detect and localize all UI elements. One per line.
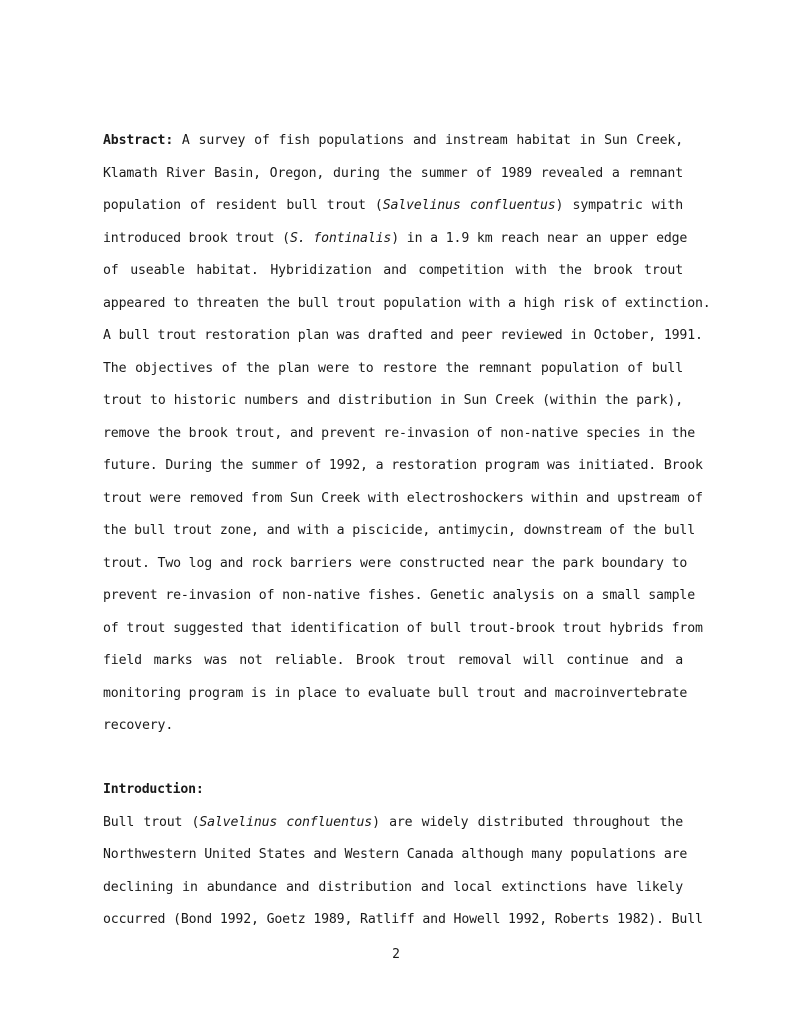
abstract-line-9: trout to historic numbers and distribution in Sun Creek (within the park), bbox=[103, 393, 683, 408]
abstract-line-19: recovery. bbox=[103, 718, 174, 733]
abstract-line-7: A bull trout restoration plan was drafted and peer reviewed in October, 1991. bbox=[103, 328, 703, 343]
species-name: S. fontinalis bbox=[289, 231, 392, 246]
abstract-line-8: The objectives of the plan were to restore the remnant population of bull bbox=[103, 361, 683, 376]
species-name: Salvelinus confluentus bbox=[382, 198, 556, 213]
introduction-line-2: Northwestern United States and Western Canada although many populations are bbox=[103, 847, 688, 862]
abstract-line-11: future. During the summer of 1992, a restoration program was initiated. Brook bbox=[103, 458, 703, 473]
abstract-line-10: remove the brook trout, and prevent re-invasion of non-native species in the bbox=[103, 426, 696, 441]
abstract-line-17: field marks was not reliable. Brook trout removal will continue and a bbox=[103, 653, 683, 668]
abstract-line-5: of useable habitat. Hybridization and competition with the brook trout bbox=[103, 263, 683, 278]
introduction-line-1: Bull trout (Salvelinus confluentus) are widely distributed throughout the bbox=[103, 815, 683, 830]
abstract-line-18: monitoring program is in place to evaluate bull trout and macroinvertebrate bbox=[103, 686, 688, 701]
introduction-line-3: declining in abundance and distribution and local extinctions have likely bbox=[103, 880, 683, 895]
abstract-line-6: appeared to threaten the bull trout population with a high risk of extinction. bbox=[103, 296, 711, 311]
abstract-line-2: Klamath River Basin, Oregon, during the summer of 1989 revealed a remnant bbox=[103, 166, 683, 181]
species-name: Salvelinus confluentus bbox=[199, 815, 373, 830]
abstract-line-12: trout were removed from Sun Creek with electroshockers within and upstream of bbox=[103, 491, 703, 506]
abstract-line-14: trout. Two log and rock barriers were constructed near the park boundary to bbox=[103, 556, 688, 571]
abstract-line-3: population of resident bull trout (Salvelinus confluentus) sympatric with bbox=[103, 198, 683, 213]
abstract-line-16: of trout suggested that identification of bull trout-brook trout hybrids from bbox=[103, 621, 703, 636]
page-number: 2 bbox=[392, 947, 400, 962]
introduction-heading: Introduction: bbox=[103, 782, 204, 797]
abstract-label: Abstract: bbox=[103, 133, 174, 148]
abstract-line-15: prevent re-invasion of non-native fishes. Genetic analysis on a small sample bbox=[103, 588, 696, 603]
introduction-line-4: occurred (Bond 1992, Goetz 1989, Ratliff and Howell 1992, Roberts 1982). Bull bbox=[103, 912, 703, 927]
abstract-line-13: the bull trout zone, and with a piscicide, antimycin, downstream of the bull bbox=[103, 523, 696, 538]
abstract-line-1: Abstract: A survey of fish populations and instream habitat in Sun Creek, bbox=[103, 133, 683, 148]
abstract-line-4: introduced brook trout (S. fontinalis) in a 1.9 km reach near an upper edge bbox=[103, 231, 688, 246]
